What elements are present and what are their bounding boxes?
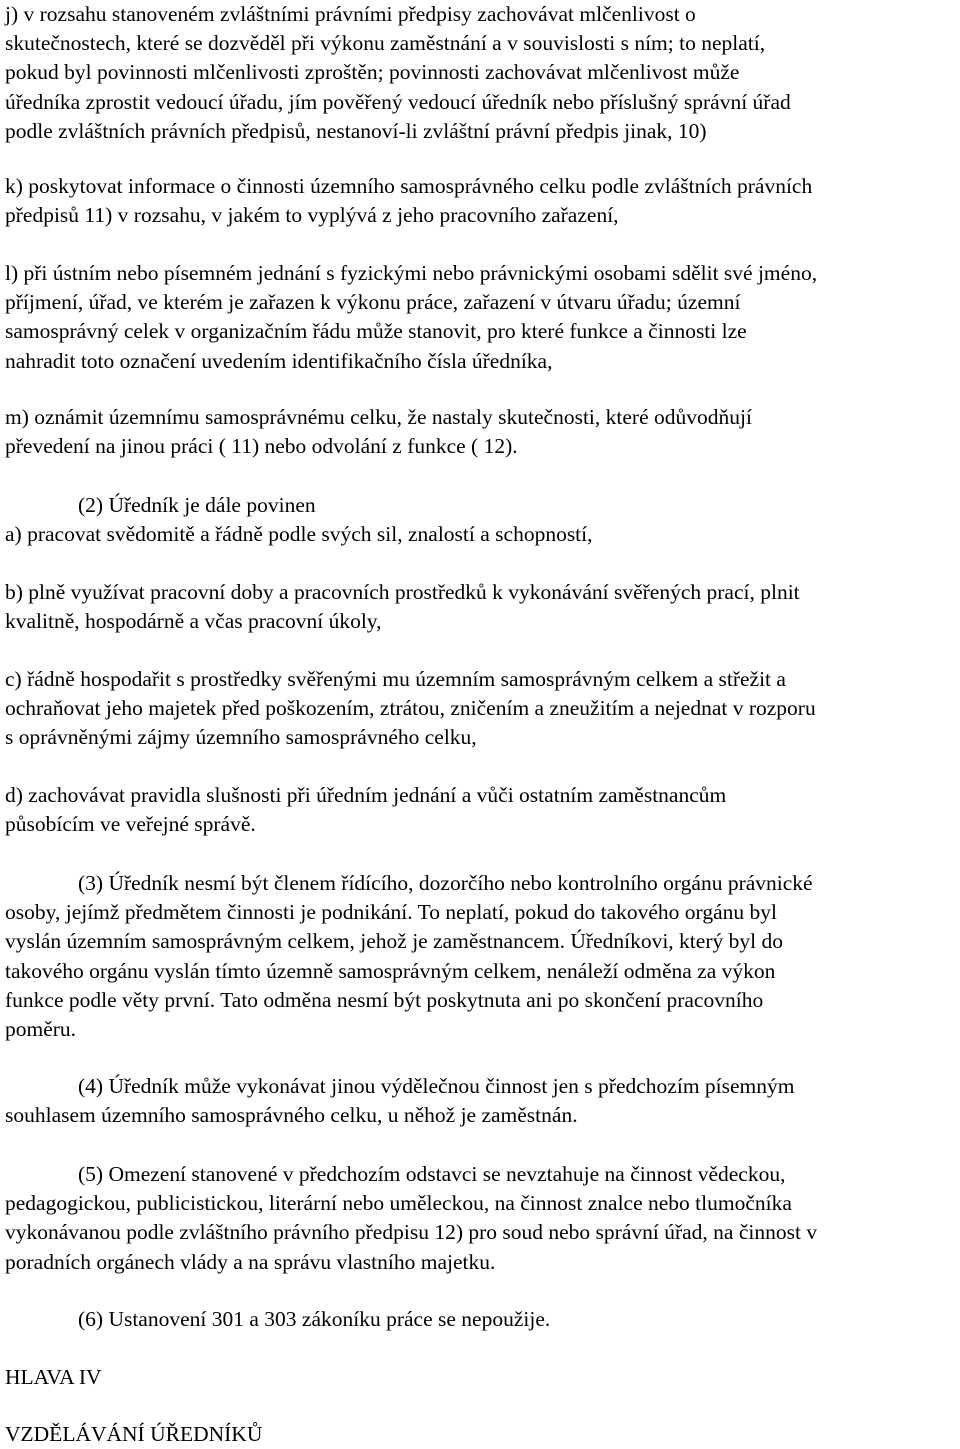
text-line: (3) Úředník nesmí být členem řídícího, dozorčího nebo kontrolního orgánu právnické	[78, 871, 813, 895]
section-2	[5, 491, 593, 549]
text-line: podle zvláštních právních předpisů, nestanoví-li zvláštní právní předpis jinak, 10)	[5, 118, 707, 143]
text-line: samosprávný celek v organizačním řádu může stanovit, pro které funkce a činnosti lze	[5, 319, 747, 344]
paragraph-j	[5, 0, 791, 146]
text-line: působícím ve veřejné správě.	[5, 812, 256, 837]
text-line: (4) Úředník může vykonávat jinou výdělečnou činnost jen s předchozím písemným	[78, 1074, 795, 1098]
text-line: j) v rozsahu stanoveném zvláštními právními předpisy zachovávat mlčenlivost o	[5, 2, 696, 26]
text-line: nahradit toto označení uvedením identifikačního čísla úředníka,	[5, 348, 553, 373]
text-line: souhlasem územního samosprávného celku, u něhož je zaměstnán.	[5, 1103, 578, 1128]
text-line: vyslán územním samosprávným celkem, jehož je zaměstnancem. Úředníkovi, který byl do	[5, 929, 783, 954]
part-heading: HLAVA IV	[5, 1365, 102, 1389]
text-line: vykonávanou podle zvláštního právního předpisu 12) pro soud nebo správní úřad, na činnost v	[5, 1220, 818, 1245]
text-line: s oprávněnými zájmy územního samosprávného celku,	[5, 725, 477, 750]
text-line: úředníka zprostit vedoucí úřadu, jím pověřený vedoucí úředník nebo příslušný správní úřad	[5, 89, 791, 114]
text-line: skutečnostech, které se dozvěděl při výkonu zaměstnání a v souvislosti s ním; to neplatí,	[5, 31, 766, 56]
text-line: d) zachovávat pravidla slušnosti při úředním jednání a vůči ostatním zaměstnancům	[5, 783, 727, 807]
text-line: příjmení, úřad, ve kterém je zařazen k výkonu práce, zařazení v útvaru úřadu; územní	[5, 290, 741, 315]
paragraph-m	[5, 403, 752, 461]
section-6	[5, 1305, 550, 1334]
text-line: funkce podle věty první. Tato odměna nesmí být poskytnuta ani po skončení pracovního	[5, 987, 764, 1012]
text-line: předpisů 11) v rozsahu, v jakém to vyplývá z jeho pracovního zařazení,	[5, 203, 619, 228]
text-line: c) řádně hospodařit s prostředky svěřenými mu územním samosprávným celkem a střežit a	[5, 667, 786, 691]
text-line: převedení na jinou práci ( 11) nebo odvolání z funkce ( 12).	[5, 434, 518, 459]
text-line: takového orgánu vyslán tímto územně samosprávným celkem, nenáleží odměna za výkon	[5, 958, 776, 983]
paragraph-d	[5, 781, 726, 839]
section-4	[5, 1072, 795, 1130]
text-line: kvalitně, hospodárně a včas pracovní úkoly,	[5, 609, 382, 634]
text-line: m) oznámit územnímu samosprávnému celku, že nastaly skutečnosti, které odůvodňují	[5, 405, 752, 429]
text-line: pedagogickou, publicistickou, literární nebo uměleckou, na činnost znalce nebo tlumočníka	[5, 1191, 792, 1216]
text-line: (6) Ustanovení 301 a 303 zákoníku práce se nepoužije.	[78, 1307, 551, 1331]
text-line: pokud byl povinnosti mlčenlivosti zproštěn; povinnosti zachovávat mlčenlivost může	[5, 60, 740, 85]
text-line: b) plně využívat pracovní doby a pracovních prostředků k vykonávání svěřených prací, plnit	[5, 580, 800, 604]
text-line: (5) Omezení stanovené v předchozím odstavci se nevztahuje na činnost vědeckou,	[78, 1162, 786, 1186]
text-line: osoby, jejímž předmětem činnosti je podnikání. To neplatí, pokud do takového orgánu byl	[5, 900, 777, 925]
text-line: a) pracovat svědomitě a řádně podle svých sil, znalostí a schopností,	[5, 522, 593, 547]
paragraph-b	[5, 578, 800, 636]
paragraph-l	[5, 259, 817, 376]
text-line: k) poskytovat informace o činnosti územního samosprávného celku podle zvláštních právních	[5, 174, 813, 198]
chapter-title: VZDĚLÁVÁNÍ ÚŘEDNÍKŮ	[5, 1422, 263, 1446]
text-line: l) při ústním nebo písemném jednání s fyzickými nebo právnickými osobami sdělit své jméno,	[5, 261, 818, 285]
paragraph-c	[5, 665, 816, 753]
section-5	[5, 1160, 817, 1277]
text-line: ochraňovat jeho majetek před poškozením, ztrátou, zničením a zneužitím a nejednat v rozporu	[5, 696, 816, 721]
paragraph-k	[5, 172, 812, 230]
section-3	[5, 869, 813, 1044]
text-line: poradních orgánech vlády a na správu vlastního majetku.	[5, 1249, 496, 1274]
text-line: poměru.	[5, 1017, 77, 1042]
section-heading: (2) Úředník je dále povinen	[78, 493, 316, 517]
